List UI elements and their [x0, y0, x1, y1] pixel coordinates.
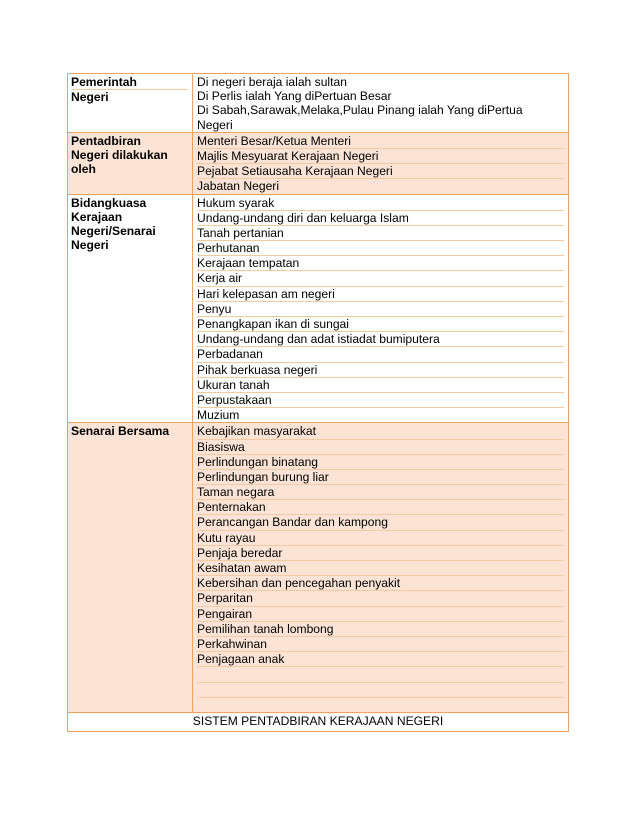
row-items — [193, 423, 569, 713]
empty-line — [197, 698, 564, 712]
row-heading — [68, 423, 193, 713]
heading-line: Negeri dilakukan — [71, 147, 168, 162]
heading-line: Negeri — [71, 238, 109, 253]
heading-line: oleh — [71, 162, 96, 177]
list-item: Kesihatan awam — [197, 561, 564, 576]
list-item: Penternakan — [197, 500, 564, 515]
list-item: Perlindungan burung liar — [197, 470, 564, 485]
list-item: Tanah pertanian — [197, 226, 564, 241]
list-item: Negeri — [197, 117, 233, 132]
heading-line: Negeri — [71, 90, 109, 105]
list-item: Biasiswa — [197, 440, 564, 455]
row-items — [193, 132, 569, 194]
list-item: Hari kelepasan am negeri — [197, 287, 564, 302]
table-caption: SISTEM PENTADBIRAN KERAJAAN NEGERI — [68, 712, 569, 731]
list-item: Perkahwinan — [197, 637, 564, 652]
table-row — [68, 132, 569, 194]
list-item: Perhutanan — [197, 241, 564, 256]
heading-line: Bidangkuasa — [71, 195, 147, 210]
heading-line: Pentadbiran — [71, 133, 141, 148]
list-item: Perparitan — [197, 591, 564, 606]
list-item: Perpustakaan — [197, 393, 564, 408]
list-item: Kutu rayau — [197, 531, 564, 546]
empty-line — [197, 667, 564, 682]
list-item: Hukum syarak — [197, 196, 564, 211]
list-item: Menteri Besar/Ketua Menteri — [197, 134, 564, 149]
heading-line: Kerajaan — [71, 209, 123, 224]
list-item: Pihak berkuasa negeri — [197, 363, 564, 378]
caption-row — [68, 712, 569, 731]
list-item: Kerajaan tempatan — [197, 256, 564, 271]
table-row — [68, 74, 569, 133]
empty-line — [197, 683, 564, 698]
row-heading — [68, 194, 193, 423]
list-item: Undang-undang dan adat istiadat bumiputera — [197, 332, 564, 347]
list-item: Perlindungan binatang — [197, 455, 564, 470]
list-item: Di Sabah,Sarawak,Melaka,Pulau Pinang ialah Yang diPertua — [197, 103, 523, 118]
row-heading — [68, 132, 193, 194]
table-row — [68, 423, 569, 713]
heading-line: Senarai Bersama — [71, 424, 170, 439]
list-item: Undang-undang diri dan keluarga Islam — [197, 211, 564, 226]
list-item: Kebersihan dan pencegahan penyakit — [197, 576, 564, 591]
list-item: Taman negara — [197, 485, 564, 500]
list-item: Jabatan Negeri — [197, 179, 280, 194]
list-item: Pengairan — [197, 607, 564, 622]
list-item: Pejabat Setiausaha Kerajaan Negeri — [197, 164, 564, 179]
list-item: Di Perlis ialah Yang diPertuan Besar — [197, 89, 392, 104]
list-item: Penjagaan anak — [197, 652, 564, 667]
state-administration-table — [67, 73, 569, 732]
row-heading — [68, 74, 193, 133]
list-item: Muzium — [197, 408, 240, 423]
list-item: Ukuran tanah — [197, 378, 564, 393]
table-row — [68, 194, 569, 423]
row-items — [193, 194, 569, 423]
list-item: Penjaja beredar — [197, 546, 564, 561]
heading-line: Negeri/Senarai — [71, 223, 156, 238]
heading-line: Pemerintah — [71, 75, 188, 90]
list-item: Penangkapan ikan di sungai — [197, 317, 564, 332]
row-items — [193, 74, 569, 133]
list-item: Perbadanan — [197, 347, 564, 362]
list-item: Di negeri beraja ialah sultan — [197, 75, 347, 89]
list-item: Majlis Mesyuarat Kerajaan Negeri — [197, 149, 564, 164]
list-item: Pemilihan tanah lombong — [197, 622, 564, 637]
list-item: Penyu — [197, 302, 564, 317]
list-item: Kerja air — [197, 271, 564, 286]
list-item: Perancangan Bandar dan kampong — [197, 515, 564, 530]
list-item: Kebajikan masyarakat — [197, 424, 564, 439]
